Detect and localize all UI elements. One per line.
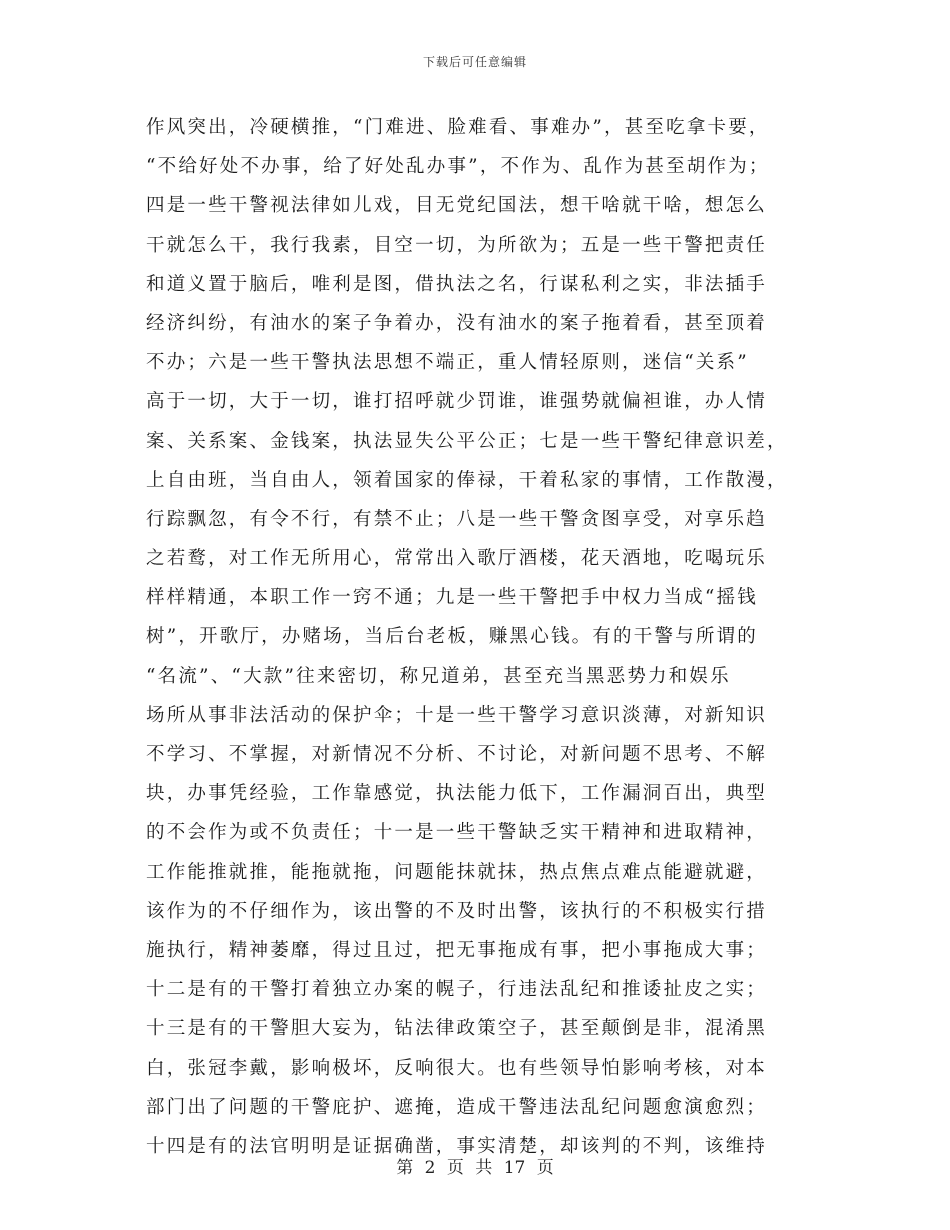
text-line: 该作为的不仔细作为，该出警的不及时出警，该执行的不积极实行措 [146, 900, 768, 922]
text-line: “不给好处不办事，给了好处乱办事”，不作为、乱作为甚至胡作为； [146, 156, 770, 178]
text-line: 上自由班，当自由人，领着国家的俸禄，干着私家的事情，工作散漫， [146, 469, 788, 491]
text-line: 十三是有的干警胆大妄为，钻法律政策空子，甚至颠倒是非，混淆黑 [146, 1018, 768, 1040]
text-line: 块，办事凭经验，工作靠感觉，执法能力低下，工作漏洞百出，典型 [146, 783, 768, 805]
text-line: 案、关系案、金钱案，执法显失公平公正；七是一些干警纪律意识差， [146, 430, 788, 452]
text-line: 不办；六是一些干警执法思想不端正，重人情轻原则，迷信“关系” [146, 352, 749, 374]
text-line: “名流”、“大款”往来密切，称兄道弟，甚至充当黑恶势力和娱乐 [146, 665, 731, 687]
text-line: 之若鹜，对工作无所用心，常常出入歌厅酒楼，花天酒地，吃喝玩乐 [146, 548, 768, 570]
text-line: 白，张冠李戴，影响极坏，反响很大。也有些领导怕影响考核，对本 [146, 1057, 768, 1079]
text-line: 和道义置于脑后，唯利是图，借执法之名，行谋私利之实，非法插手 [146, 273, 768, 295]
text-line: 工作能推就推，能拖就拖，问题能抹就抹，热点焦点难点能避就避， [146, 861, 768, 883]
page-header: 下载后可任意编辑 [422, 55, 527, 69]
body-text [146, 108, 816, 1166]
text-line: 作风突出，冷硬横推，“门难进、脸难看、事难办”，甚至吃拿卡要， [146, 117, 770, 138]
text-line: 部门出了问题的干警庇护、遮掩，造成干警违法乱纪问题愈演愈烈； [146, 1096, 768, 1118]
page-number: 第 2 页 共 17 页 [396, 1158, 554, 1178]
text-line: 高于一切，大于一切，谁打招呼就少罚谁，谁强势就偏袒谁，办人情 [146, 391, 768, 413]
text-line: 样样精通，本职工作一窍不通；九是一些干警把手中权力当成“摇钱 [146, 587, 758, 609]
text-line: 树”，开歌厅，办赌场，当后台老板，赚黑心钱。有的干警与所谓的 [146, 626, 758, 648]
text-line: 不学习、不掌握，对新情况不分析、不讨论，对新问题不思考、不解 [146, 744, 768, 765]
text-line: 经济纠纷，有油水的案子争着办，没有油水的案子拖着看，甚至顶着 [146, 312, 768, 334]
text-line: 行踪飘忽，有令不行，有禁不止；八是一些干警贪图享受，对享乐趋 [146, 508, 768, 530]
text-line: 场所从事非法活动的保护伞；十是一些干警学习意识淡薄，对新知识 [146, 704, 768, 726]
text-line: 的不会作为或不负责任；十一是一些干警缺乏实干精神和进取精神， [146, 822, 768, 844]
text-line: 干就怎么干，我行我素，目空一切，为所欲为；五是一些干警把责任 [146, 234, 768, 256]
text-line: 施执行，精神萎靡，得过且过，把无事拖成有事，把小事拖成大事； [146, 939, 768, 961]
text-line: 十二是有的干警打着独立办案的幌子，行违法乱纪和推诿扯皮之实； [146, 979, 768, 1001]
text-line: 十四是有的法官明明是证据确凿，事实清楚，却该判的不判，该维持 [146, 1135, 768, 1157]
text-line: 四是一些干警视法律如儿戏，目无党纪国法，想干啥就干啥，想怎么 [146, 195, 768, 217]
